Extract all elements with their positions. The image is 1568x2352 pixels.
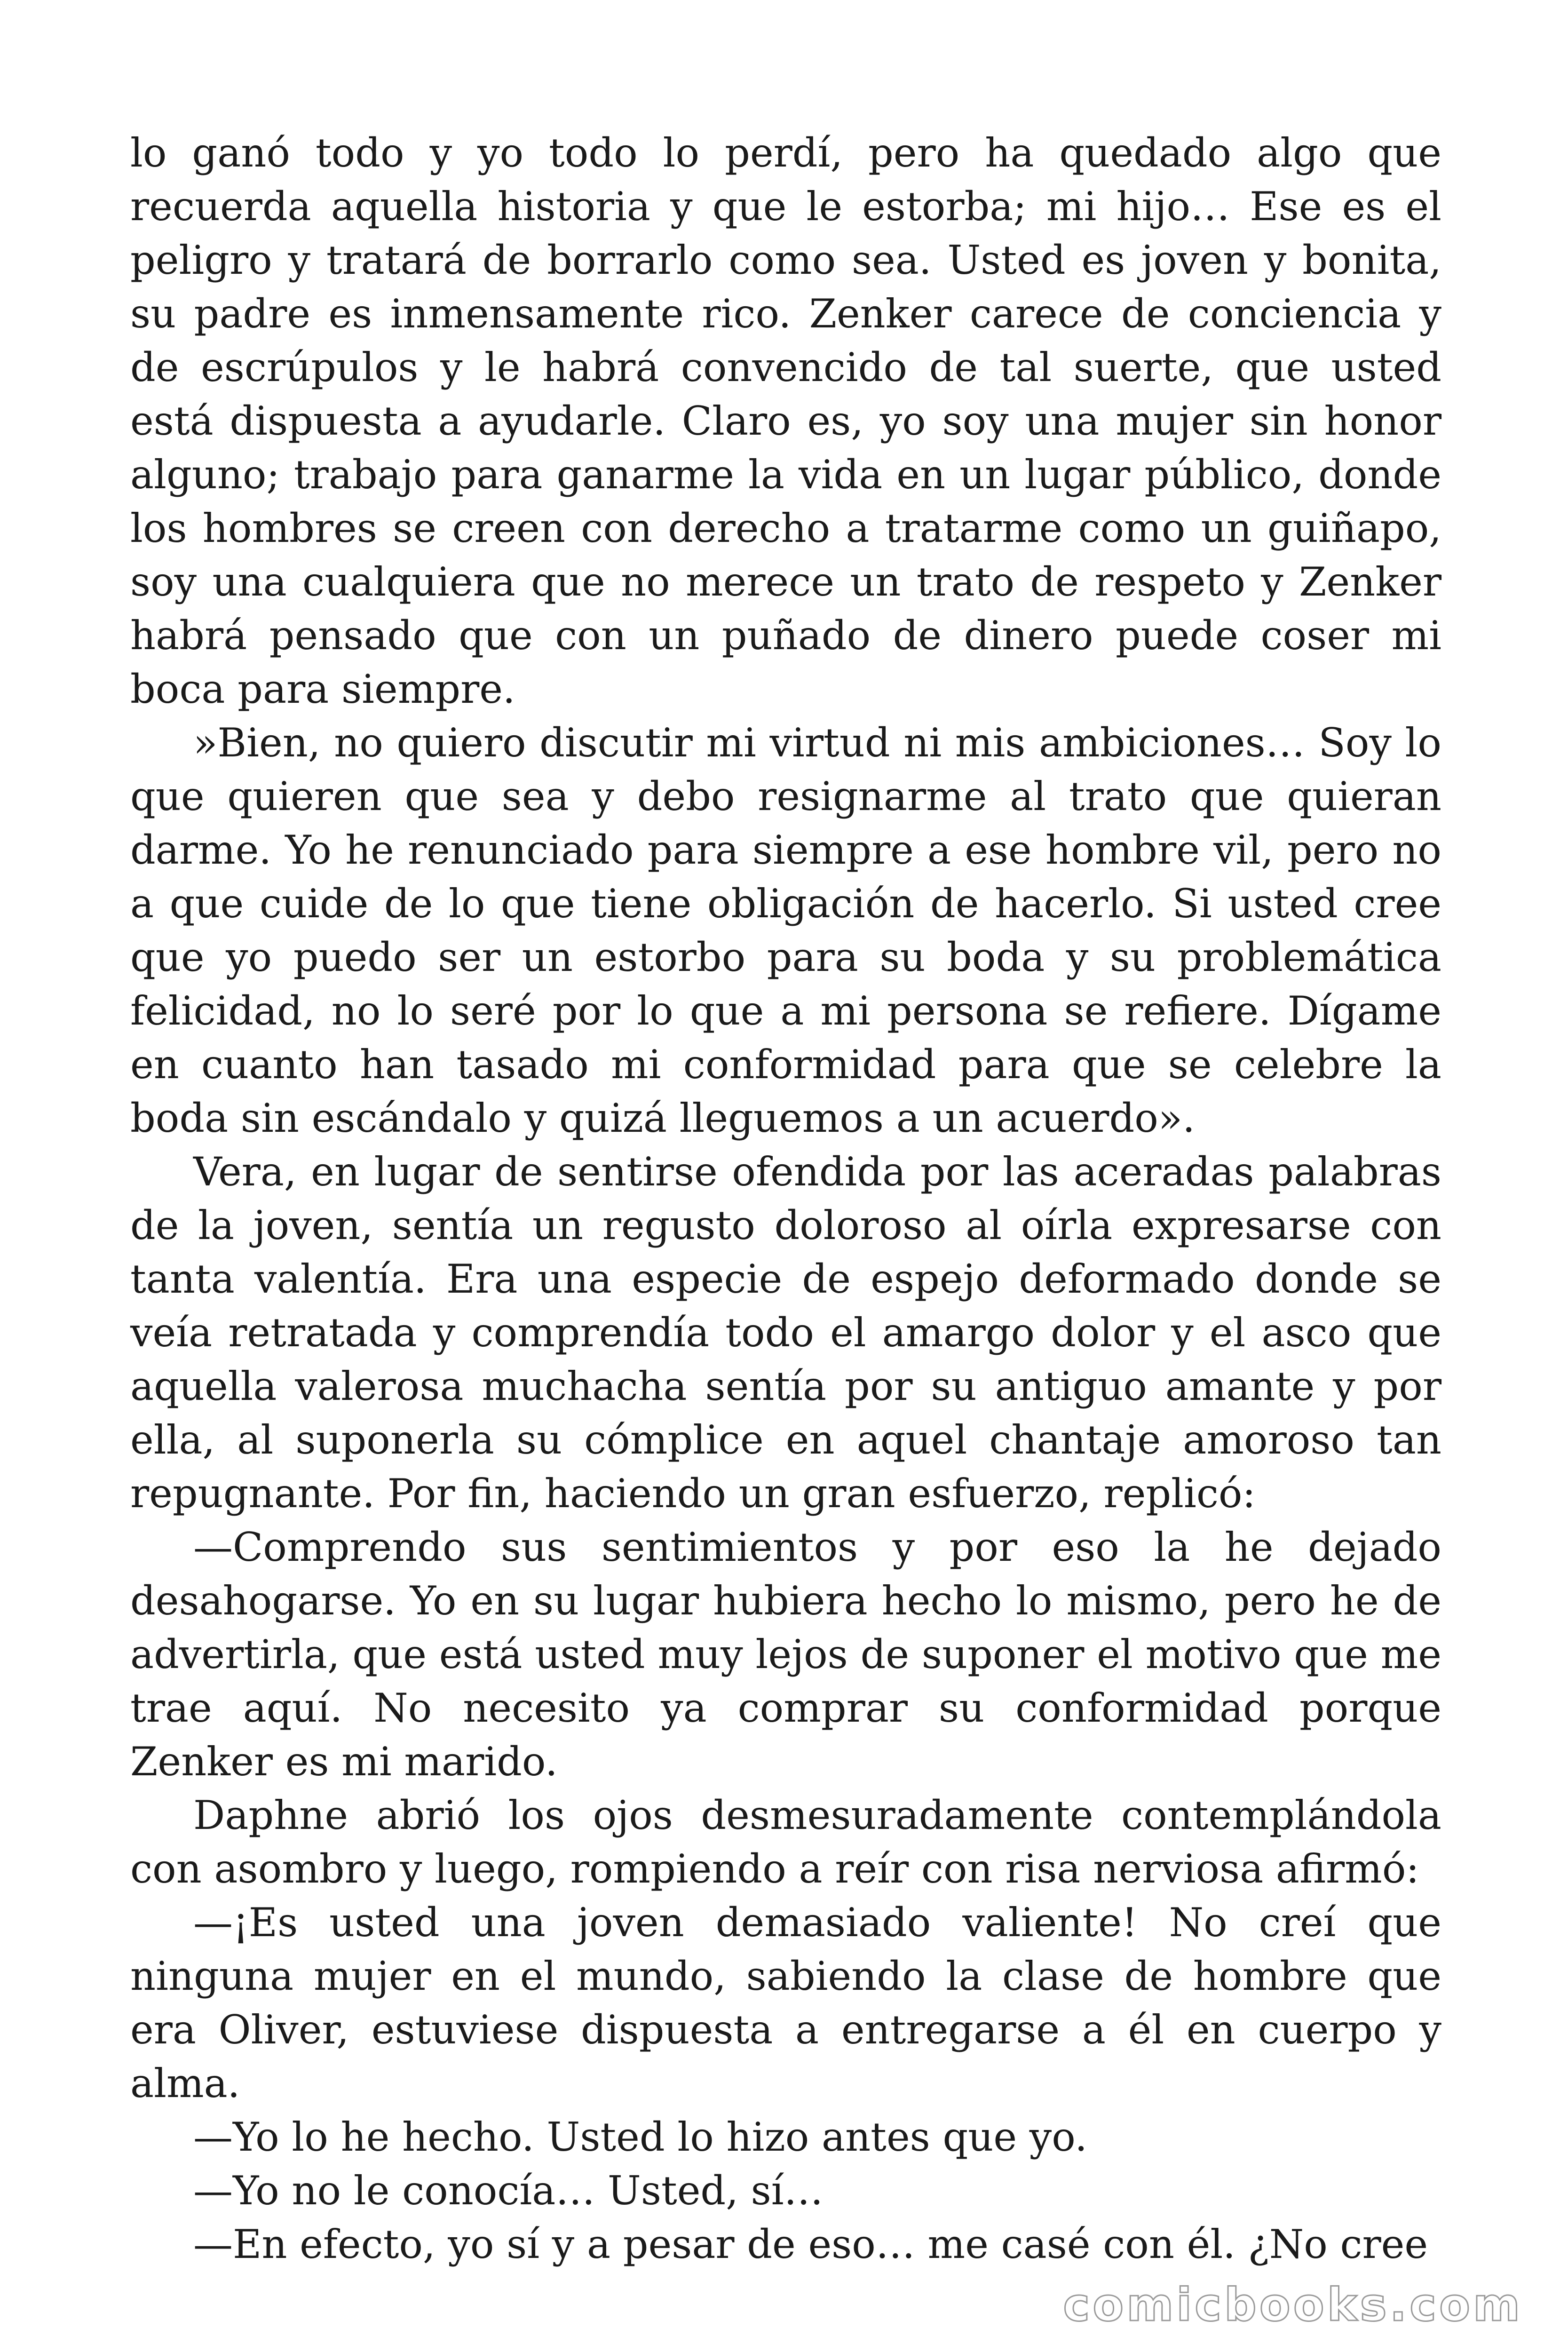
paragraph: —Yo lo he hecho. Usted lo hizo antes que yo. <box>193 2114 1087 2160</box>
paragraph: —En efecto, yo sí y a pesar de eso… me casé con él. ¿No cree <box>193 2221 1428 2267</box>
paragraph: Vera, en lugar de sentirse ofendida por las aceradas palabras de la joven, sentía un regusto doloroso al oírla expresarse con tanta valentía. Era una especie de espejo deformado donde se veía retratada y comprendía todo el amargo dolor y el asco que aquella valerosa muchacha sentía por su antiguo amante y por ella, al suponerla su cómplice en aquel chantaje amoroso tan repugnante. Por fin, haciendo un gran esfuerzo, replicó: <box>130 1149 1441 1517</box>
paragraph: —¡Es usted una joven demasiado valiente! No creí que ninguna mujer en el mundo, sabiendo la clase de hombre que era Oliver, estuviese dispuesta a entregarse a él en cuerpo y alma. <box>130 1899 1441 2106</box>
paragraph: »Bien, no quiero discutir mi virtud ni mis ambiciones… Soy lo que quieren que sea y debo resignarme al trato que quieran darme. Yo he renunciado para siempre a ese hombre vil, pero no a que cuide de lo que tiene obligación de hacerlo. Si usted cree que yo puedo ser un estorbo para su boda y su problemática felicidad, no lo seré por lo que a mi persona se refiere. Dígame en cuanto han tasado mi conformidad para que se celebre la boda sin escándalo y quizá lleguemos a un acuerdo». <box>130 720 1441 1141</box>
paragraph: —Comprendo sus sentimientos y por eso la he dejado desahogarse. Yo en su lugar hubiera hecho lo mismo, pero he de advertirla, que está usted muy lejos de suponer el motivo que me trae aquí. No necesito ya comprar su conformidad porque Zenker es mi marido. <box>130 1524 1441 1785</box>
paragraph: —Yo no le conocía… Usted, sí… <box>193 2168 824 2214</box>
paragraph: lo ganó todo y yo todo lo perdí, pero ha quedado algo que recuerda aquella historia y que le estorba; mi hijo… Ese es el peligro y tratará de borrarlo como sea. Usted es joven y bonita, su padre es inmensamente rico. Zenker carece de conciencia y de escrúpulos y le habrá convencido de tal suerte, que usted está dispuesta a ayudarle. Claro es, yo soy una mujer sin honor alguno; trabajo para ganarme la vida en un lugar público, donde los hombres se creen con derecho a tratarme como un guiñapo, soy una cualquiera que no merece un trato de respeto y Zenker habrá pensado que con un puñado de dinero puede coser mi boca para siempre. <box>130 130 1441 712</box>
watermark: comicbooks.com <box>1063 2279 1523 2331</box>
paragraph: Daphne abrió los ojos desmesuradamente contemplándola con asombro y luego, rompiendo a reír con risa nerviosa afirmó: <box>130 1792 1441 1892</box>
page-text <box>130 126 1441 2271</box>
